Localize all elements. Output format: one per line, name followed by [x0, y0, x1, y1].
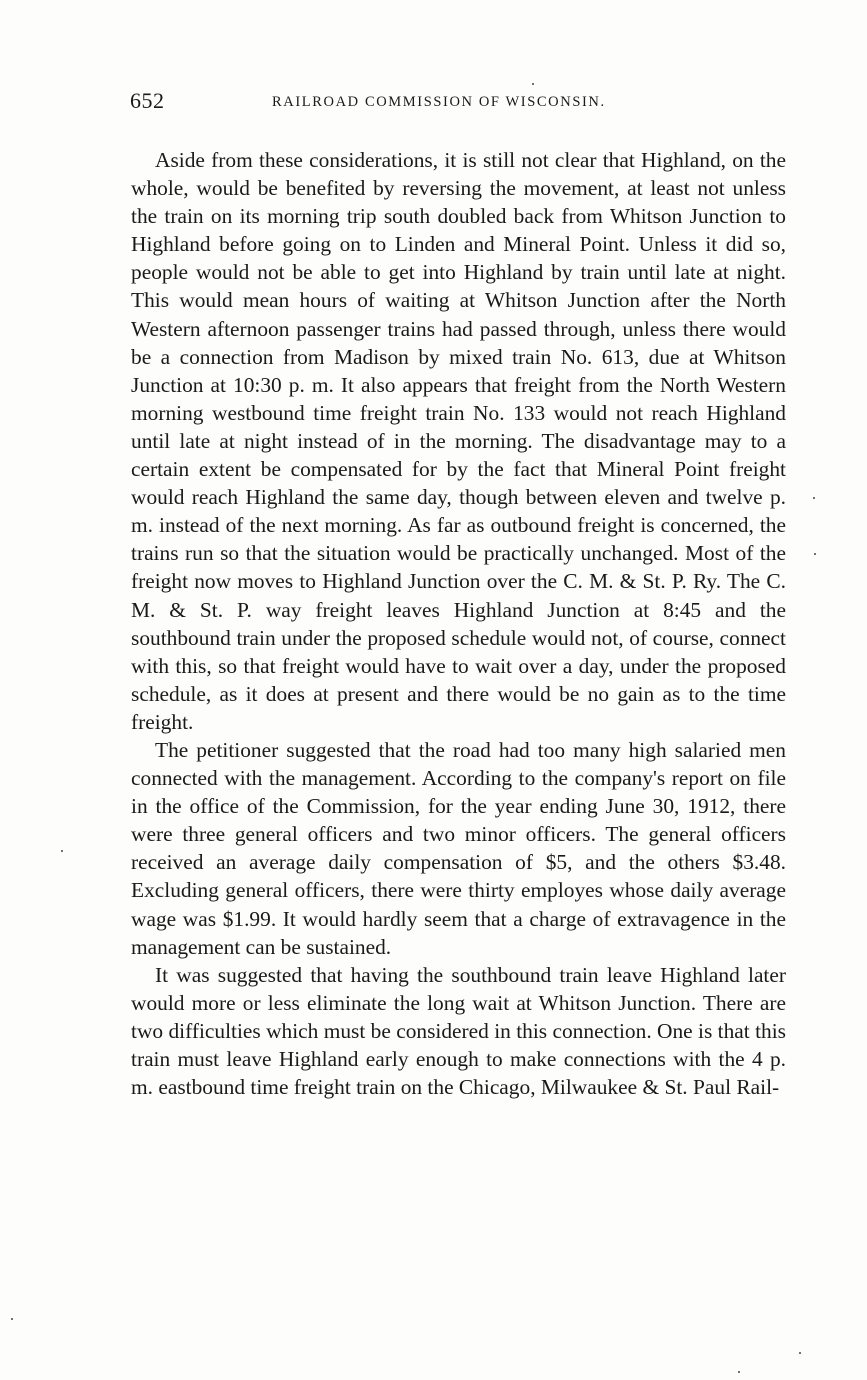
scan-speck	[814, 553, 816, 555]
scan-speck	[813, 497, 815, 499]
paragraph-2: The petitioner suggested that the road had too many high salaried men connected with the management. According to the company's report on file in the office of the Commission, for the year ending June 30, 1912, there were three general officers and two minor officers. The general officers received an average daily compensation of $5, and the others $3.48. Excluding general officers, there were thirty employes whose daily average wage was $1.99. It would hardly seem that a charge of extravagence in the management can be sustained.	[131, 737, 786, 959]
paragraph-3: It was suggested that having the southbound train leave Highland later would more or less eliminate the long wait at Whitson Junction. There are two difficulties which must be considered in this connection. One is that this train must leave Highland early enough to make connections with the 4 p. m. eastbound time freight train on the Chicago, Milwaukee & St. Paul Rail-	[131, 962, 786, 1100]
scan-speck	[61, 850, 63, 852]
page-number: 652	[130, 88, 165, 113]
scan-speck	[738, 1371, 740, 1373]
body-text	[131, 146, 786, 1101]
page-header	[130, 88, 786, 118]
scan-speck	[532, 83, 534, 85]
running-head: RAILROAD COMMISSION OF WISCONSIN.	[272, 94, 606, 110]
paragraph-1: Aside from these considerations, it is still not clear that Highland, on the whole, would be benefited by reversing the movement, at least not unless the train on its morning trip south doubled back from Whitson Junction to Highland before going on to Linden and Mineral Point. Unless it did so, people would not be able to get into Highland by train until late at night. This would mean hours of waiting at Whitson Junction after the North Western afternoon passenger trains had passed through, unless there would be a connection from Madison by mixed train No. 613, due at Whitson Junction at 10:30 p. m. It also appears that freight from the North Western morning westbound time freight train No. 133 would not reach Highland until late at night instead of in the morning. The disadvantage may to a certain extent be compensated for by the fact that Mineral Point freight would reach Highland the same day, though between eleven and twelve p. m. instead of the next morning. As far as outbound freight is concerned, the trains run so that the situation would be practically unchanged. Most of the freight now moves to Highland Junction over the C. M. & St. P. Ry. The C. M. & St. P. way freight leaves Highland Junction at 8:45 and the southbound train under the proposed schedule would not, of course, connect with this, so that freight would have to wait over a day, under the proposed schedule, as it does at present and there would be no gain as to the time freight.	[131, 148, 786, 734]
scan-speck	[11, 1318, 13, 1320]
scan-speck	[799, 1352, 801, 1354]
